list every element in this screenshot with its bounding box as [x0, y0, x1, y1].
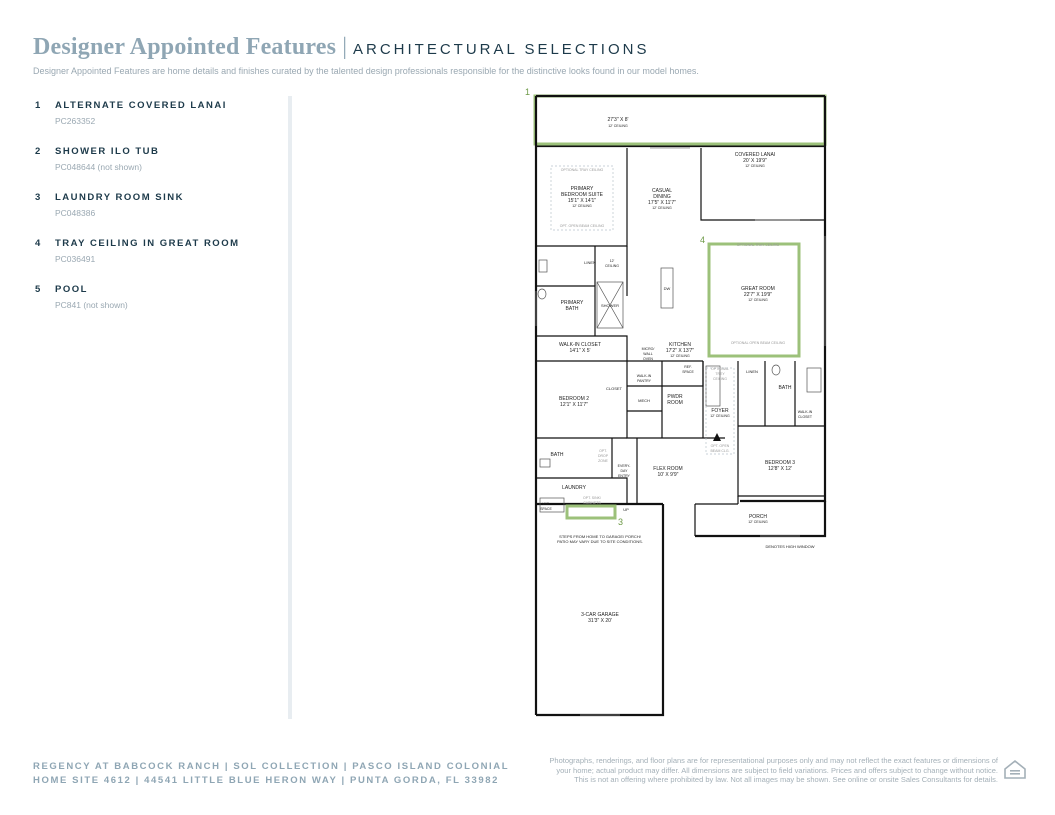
ceiling-12-label: 12': [609, 259, 615, 263]
page-title: Designer Appointed Features: [33, 34, 337, 60]
opt-beam-foyer-1: OPT. OPEN: [710, 444, 730, 448]
foyer-label: FOYER: [711, 408, 729, 414]
casual-dining-ceiling: 12' CEILING: [652, 206, 672, 210]
steps-note-2: PATIO MAY VARY DUE TO SITE CONDITIONS.: [557, 539, 643, 544]
opt-drop-1: OPT.: [599, 449, 607, 453]
casual-dining-1: CASUAL: [651, 188, 673, 194]
divider-bar: [288, 96, 292, 719]
footer-line-1: REGENCY AT BABCOCK RANCH | SOL COLLECTION | PASCO ISLAND COLONIAL: [33, 761, 510, 772]
porch-ceiling: 12' CEILING: [748, 520, 768, 524]
opt-sink-2: CABINETS: [583, 501, 601, 505]
option-number: 1: [35, 100, 42, 111]
kitchen-ceiling: 12' CEILING: [670, 354, 690, 358]
opt-beam-foyer-2: BEAM CLG.: [710, 449, 730, 453]
opt-trey-1: OPTIONAL: [711, 367, 729, 371]
alt-lanai-highlight: [535, 96, 825, 144]
micro-3: OVEN: [643, 357, 653, 361]
shower-label: SHOWER: [601, 303, 619, 308]
opt-sink-1: OPT. SINK/: [583, 496, 601, 500]
marker-4: 4: [700, 235, 706, 245]
linen-label: LINEN: [584, 260, 596, 265]
option-item: [35, 100, 285, 146]
marker-1: 1: [525, 87, 531, 97]
walkin-pantry-1: WALK-IN: [636, 374, 652, 378]
bedroom3-dim: 12'8" X 12': [768, 466, 792, 472]
great-opt-tray: OPTIONAL TRAY CEILING: [736, 243, 780, 247]
suite-dim: 15'1" X 14'1": [567, 198, 597, 204]
high-window-note: DENOTES HIGH WINDOW: [765, 544, 815, 549]
footer-disclaimer: [520, 756, 998, 785]
porch-label: PORCH: [748, 514, 768, 520]
laundry-sink-highlight: [567, 506, 615, 518]
page-subtitle: ARCHITECTURAL SELECTIONS: [353, 41, 650, 58]
option-number: 3: [35, 192, 42, 203]
ref-space-2: SPACE: [682, 370, 694, 374]
suite-label-2: BEDROOM SUITE: [561, 192, 603, 198]
covered-lanai-dim: 20' X 19'9": [743, 158, 767, 164]
casual-dining-dim: 17'5" X 11'7": [648, 200, 676, 206]
option-name: TRAY CEILING IN GREAT ROOM: [55, 238, 240, 249]
pwdr-2: ROOM: [667, 400, 683, 406]
covered-lanai-label: COVERED LANAI: [734, 152, 776, 158]
disclaimer-line-3: This is not an offering where prohibited by law. Not all images may be shown. See online or onsite Sales Consultants for details.: [574, 775, 998, 784]
disclaimer-line-2: your home; actual product may differ. All dimensions are subject to field variations. Prices and offers subject to change without notice.: [556, 765, 998, 775]
micro-1: MICRO/: [641, 347, 655, 351]
opt-drop-2: DROP: [597, 454, 609, 458]
option-code: PC841 (not shown): [55, 300, 128, 310]
alt-lanai-dim: 27'3" X 8': [607, 117, 629, 123]
great-opt-beam: OPTIONAL OPEN BEAM CEILING: [730, 341, 786, 345]
covered-lanai-ceiling: 12' CEILING: [745, 164, 765, 168]
option-name: ALTERNATE COVERED LANAI: [55, 100, 227, 111]
foyer-ceiling: 12' CEILING: [710, 414, 730, 418]
kitchen-dim: 17'2" X 13'7": [665, 348, 695, 354]
option-code: PC263352: [55, 116, 96, 126]
everyday-1: EVERY-: [617, 464, 631, 468]
everyday-3: ENTRY: [618, 474, 630, 478]
bedroom2-dim: 12'1" X 11'7": [560, 402, 588, 408]
pwdr-1: PWDR: [667, 394, 683, 400]
header: [33, 34, 649, 61]
wd-space-2: SPACE: [540, 507, 552, 511]
casual-dining-2: DINING: [653, 194, 671, 200]
primary-bath-2: BATH: [565, 306, 579, 312]
primary-bath-1: PRIMARY: [560, 300, 584, 306]
flex-room-dim: 10' X 9'9": [657, 472, 679, 478]
kitchen-label: KITCHEN: [669, 342, 691, 348]
options-list: [35, 100, 285, 330]
suite-opt-beam: OPT. OPEN BEAM CEILING: [559, 224, 605, 228]
option-item: [35, 146, 285, 192]
steps-note-1: STEPS FROM HOME TO GARAGE/ PORCH/: [559, 534, 641, 539]
micro-2: WALL: [643, 352, 653, 356]
disclaimer-line-1: Photographs, renderings, and floor plans are for representational purposes only and may not reflect the exact features or dimensions of: [549, 756, 998, 765]
floor-plan: [520, 86, 840, 726]
footer-line-2: HOME SITE 4612 | 44541 LITTLE BLUE HERON WAY | PUNTA GORDA, FL 33982: [33, 775, 500, 786]
option-item: [35, 192, 285, 238]
option-item: [35, 238, 285, 284]
laundry-label: LAUNDRY: [562, 485, 586, 491]
ceiling-12-label-b: CEILING: [604, 264, 620, 268]
suite-ceiling: 12' CEILING: [572, 204, 592, 208]
option-code: PC048644 (not shown): [55, 162, 142, 172]
page-description: Designer Appointed Features are home details and finishes curated by the talented design professionals responsible for the distinctive looks found in our model homes.: [33, 66, 699, 76]
dw-label: DW: [663, 286, 671, 291]
ref-space-1: REF.: [684, 365, 692, 369]
walkin-pantry-2: PANTRY: [637, 379, 651, 383]
alt-lanai-ceiling: 12' CEILING: [608, 124, 628, 128]
bath2-label: BATH: [550, 452, 564, 458]
great-room-label: GREAT ROOM: [741, 286, 775, 292]
great-room-ceiling: 12' CEILING: [748, 298, 768, 302]
linen2-label: LINEN: [746, 369, 758, 374]
suite-label-1: PRIMARY: [570, 186, 594, 192]
up-label: UP: [623, 507, 629, 512]
suite-opt-tray: OPTIONAL TRAY CEILING: [560, 168, 604, 172]
walkin-closet-label: WALK-IN CLOSET: [558, 342, 602, 348]
flex-room-label: FLEX ROOM: [653, 466, 683, 472]
walkin-closet-dim: 14'1" X 5': [569, 348, 591, 354]
everyday-2: DAY: [620, 469, 628, 473]
walkin-closet3-1: WALK-IN: [797, 410, 813, 414]
bedroom3-label: BEDROOM 3: [764, 460, 796, 466]
marker-3: 3: [618, 517, 624, 527]
option-name: SHOWER ILO TUB: [55, 146, 160, 157]
mech-label: MECH: [638, 398, 650, 403]
opt-trey-3: CEILING: [712, 377, 728, 381]
garage-label: 3-CAR GARAGE: [581, 612, 619, 618]
closet-label: CLOSET: [605, 386, 623, 391]
equal-housing-icon: [1003, 758, 1027, 782]
wd-space-1: W/D: [542, 502, 550, 506]
walkin-closet3-2: CLOSET: [797, 415, 813, 419]
bedroom2-label: BEDROOM 2: [558, 396, 590, 402]
great-room-dim: 22'7" X 19'9": [743, 292, 773, 298]
footer-address: [33, 760, 509, 788]
option-number: 5: [35, 284, 42, 295]
title-separator: |: [342, 34, 347, 60]
option-number: 4: [35, 238, 42, 249]
opt-drop-3: ZONE: [598, 459, 608, 463]
entry-arrow-icon: [713, 433, 721, 441]
garage-dim: 31'3" X 20': [588, 618, 612, 624]
option-code: PC048386: [55, 208, 96, 218]
option-number: 2: [35, 146, 42, 157]
option-name: LAUNDRY ROOM SINK: [55, 192, 184, 203]
option-item: [35, 284, 285, 330]
opt-trey-2: TREY: [715, 372, 725, 376]
option-code: PC036491: [55, 254, 96, 264]
option-name: POOL: [55, 284, 88, 295]
bath3-label: BATH: [778, 385, 792, 391]
